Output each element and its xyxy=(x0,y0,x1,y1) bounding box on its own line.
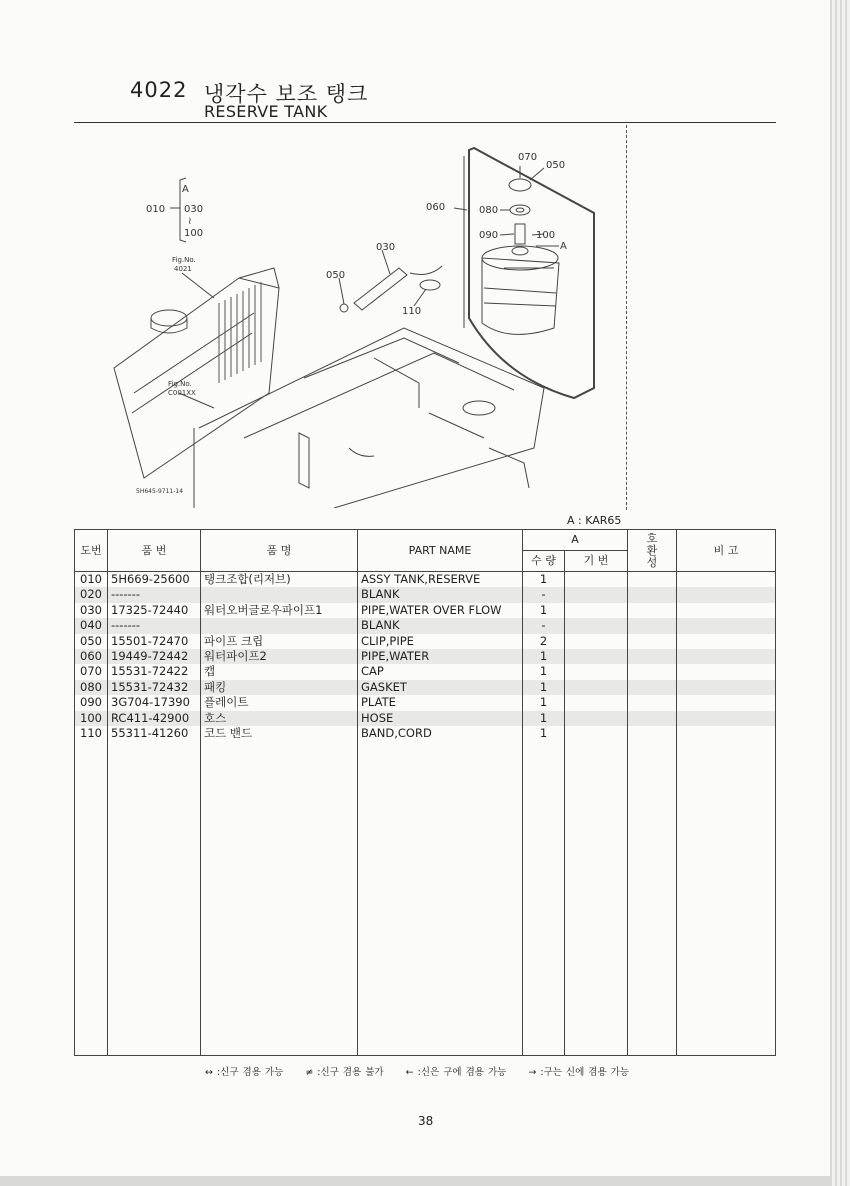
table-row xyxy=(75,680,776,695)
row-name-ko xyxy=(201,587,358,602)
row-remarks xyxy=(677,572,776,588)
row-model xyxy=(565,649,628,664)
callout-100: 100 xyxy=(536,230,556,241)
scan-bottom-strip xyxy=(0,1176,830,1186)
legend-old-for-new: → :구는 신에 겸용 가능 xyxy=(528,1067,629,1078)
row-name-en: GASKET xyxy=(358,680,523,695)
table-row xyxy=(75,695,776,710)
row-part-no: RC411-42900 xyxy=(108,711,201,726)
row-part-no: 17325-72440 xyxy=(108,603,201,618)
table-row xyxy=(75,587,776,602)
row-name-en: CLIP,PIPE xyxy=(358,634,523,649)
row-no: 100 xyxy=(75,711,108,726)
callout-a: A xyxy=(560,241,567,252)
model-legend: A : KAR65 xyxy=(567,514,622,527)
callout-080: 080 xyxy=(479,205,499,216)
row-model xyxy=(565,572,628,588)
row-name-en: PIPE,WATER xyxy=(358,649,523,664)
bracket-label-bottom: 100 xyxy=(184,228,204,239)
row-model xyxy=(565,634,628,649)
row-name-en: ASSY TANK,RESERVE xyxy=(358,572,523,588)
header-part-no: 품 번 xyxy=(108,530,201,572)
callout-090: 090 xyxy=(479,230,499,241)
filler-cell xyxy=(108,741,201,1056)
row-no: 080 xyxy=(75,680,108,695)
callout-060: 060 xyxy=(426,202,446,213)
row-name-en: BLANK xyxy=(358,618,523,633)
row-part-no: 15531-72432 xyxy=(108,680,201,695)
table-row xyxy=(75,649,776,664)
row-name-ko xyxy=(201,618,358,633)
row-part-no: ------- xyxy=(108,618,201,633)
row-remarks xyxy=(677,726,776,741)
row-interchange xyxy=(628,634,677,649)
filler-cell xyxy=(523,741,565,1056)
table-filler-row xyxy=(75,741,776,1056)
filler-cell xyxy=(677,741,776,1056)
row-name-ko: 워터파이프2 xyxy=(201,649,358,664)
row-interchange xyxy=(628,711,677,726)
row-interchange xyxy=(628,587,677,602)
table-row xyxy=(75,634,776,649)
row-remarks xyxy=(677,634,776,649)
row-part-no: 5H669-25600 xyxy=(108,572,201,588)
row-no: 070 xyxy=(75,664,108,679)
header-group-a: A xyxy=(523,530,628,551)
row-name-ko: 패킹 xyxy=(201,680,358,695)
section-code: 4022 xyxy=(130,78,188,102)
bracket-label-mid: 030 xyxy=(184,204,204,215)
row-interchange xyxy=(628,664,677,679)
row-qty: 1 xyxy=(523,649,565,664)
row-name-en: BLANK xyxy=(358,587,523,602)
table-row xyxy=(75,603,776,618)
row-qty: - xyxy=(523,618,565,633)
header-part-name: PART NAME xyxy=(358,530,523,572)
row-qty: 1 xyxy=(523,603,565,618)
row-interchange xyxy=(628,726,677,741)
row-name-en: HOSE xyxy=(358,711,523,726)
row-qty: 1 xyxy=(523,664,565,679)
row-name-ko: 파이프 크립 xyxy=(201,634,358,649)
row-interchange xyxy=(628,649,677,664)
row-name-ko: 호스 xyxy=(201,711,358,726)
row-interchange xyxy=(628,603,677,618)
row-model xyxy=(565,603,628,618)
callout-050-top: 050 xyxy=(546,160,566,171)
row-part-no: 15501-72470 xyxy=(108,634,201,649)
row-no: 060 xyxy=(75,649,108,664)
row-name-ko: 탱크조합(리저브) xyxy=(201,572,358,588)
callout-070: 070 xyxy=(518,152,538,163)
row-model xyxy=(565,726,628,741)
legend-new-for-old: ← :신은 구에 겸용 가능 xyxy=(405,1067,507,1078)
row-model xyxy=(565,711,628,726)
row-remarks xyxy=(677,618,776,633)
header-remarks: 비 고 xyxy=(677,530,776,572)
row-part-no: 3G704-17390 xyxy=(108,695,201,710)
header-interchange: 호환성 xyxy=(628,530,677,572)
table-row xyxy=(75,711,776,726)
filler-cell xyxy=(358,741,523,1056)
table-row xyxy=(75,726,776,741)
header-model: 기 번 xyxy=(565,551,628,572)
row-part-no: 55311-41260 xyxy=(108,726,201,741)
row-name-en: CAP xyxy=(358,664,523,679)
legend-not-interchangeable: ≠ :신구 겸용 불가 xyxy=(305,1067,384,1078)
scan-edge-strip xyxy=(830,0,850,1186)
row-qty: 2 xyxy=(523,634,565,649)
row-no: 020 xyxy=(75,587,108,602)
row-name-ko: 코드 밴드 xyxy=(201,726,358,741)
fig-ref-1-label: Fig.No. xyxy=(172,256,196,264)
row-model xyxy=(565,618,628,633)
row-no: 090 xyxy=(75,695,108,710)
row-name-ko: 플레이트 xyxy=(201,695,358,710)
bracket-label-top: A xyxy=(182,184,189,195)
row-name-en: PLATE xyxy=(358,695,523,710)
row-qty: 1 xyxy=(523,695,565,710)
fig-ref-2-label: Fig.No. xyxy=(168,380,192,388)
filler-cell xyxy=(628,741,677,1056)
callout-050: 050 xyxy=(326,270,346,281)
header-qty: 수 량 xyxy=(523,551,565,572)
row-no: 040 xyxy=(75,618,108,633)
row-no: 030 xyxy=(75,603,108,618)
row-remarks xyxy=(677,587,776,602)
fig-ref-2-number: C001XX xyxy=(168,389,196,397)
parts-table-body xyxy=(75,572,776,1056)
row-qty: 1 xyxy=(523,680,565,695)
row-model xyxy=(565,664,628,679)
row-qty: - xyxy=(523,587,565,602)
title-rule xyxy=(74,122,776,123)
row-no: 110 xyxy=(75,726,108,741)
row-remarks xyxy=(677,695,776,710)
callout-110: 110 xyxy=(402,306,422,317)
row-part-no: ------- xyxy=(108,587,201,602)
row-qty: 1 xyxy=(523,711,565,726)
header-name-ko: 품 명 xyxy=(201,530,358,572)
drawing-code: 5H645-9711-14 xyxy=(136,488,184,495)
row-model xyxy=(565,587,628,602)
row-model xyxy=(565,680,628,695)
row-interchange xyxy=(628,695,677,710)
row-name-en: BAND,CORD xyxy=(358,726,523,741)
row-remarks xyxy=(677,603,776,618)
row-remarks xyxy=(677,664,776,679)
row-no: 050 xyxy=(75,634,108,649)
page-number: 38 xyxy=(418,1114,434,1128)
filler-cell xyxy=(201,741,358,1056)
header-no: 도번 xyxy=(75,530,108,572)
table-row xyxy=(75,664,776,679)
bracket-label-tilde: ≀ xyxy=(188,216,192,227)
row-name-ko: 워터오버글로우파이프1 xyxy=(201,603,358,618)
row-remarks xyxy=(677,649,776,664)
row-qty: 1 xyxy=(523,726,565,741)
section-title-korean: 냉각수 보조 탱크 xyxy=(204,82,369,106)
legend-interchangeable: ↔ :신구 겸용 가능 xyxy=(205,1067,284,1078)
callout-030: 030 xyxy=(376,242,396,253)
table-row xyxy=(75,572,776,588)
table-row xyxy=(75,618,776,633)
row-part-no: 15531-72422 xyxy=(108,664,201,679)
exploded-parts-diagram xyxy=(74,128,634,508)
row-qty: 1 xyxy=(523,572,565,588)
compatibility-legend xyxy=(205,1064,647,1078)
section-title-english: RESERVE TANK xyxy=(204,102,328,121)
row-interchange xyxy=(628,572,677,588)
row-name-en: PIPE,WATER OVER FLOW xyxy=(358,603,523,618)
filler-cell xyxy=(75,741,108,1056)
row-remarks xyxy=(677,711,776,726)
filler-cell xyxy=(565,741,628,1056)
row-interchange xyxy=(628,680,677,695)
bracket-label-left: 010 xyxy=(146,204,166,215)
row-name-ko: 캡 xyxy=(201,664,358,679)
row-part-no: 19449-72442 xyxy=(108,649,201,664)
row-model xyxy=(565,695,628,710)
row-no: 010 xyxy=(75,572,108,588)
row-remarks xyxy=(677,680,776,695)
fig-ref-1-number: 4021 xyxy=(174,265,192,273)
parts-table xyxy=(74,529,776,1056)
row-interchange xyxy=(628,618,677,633)
